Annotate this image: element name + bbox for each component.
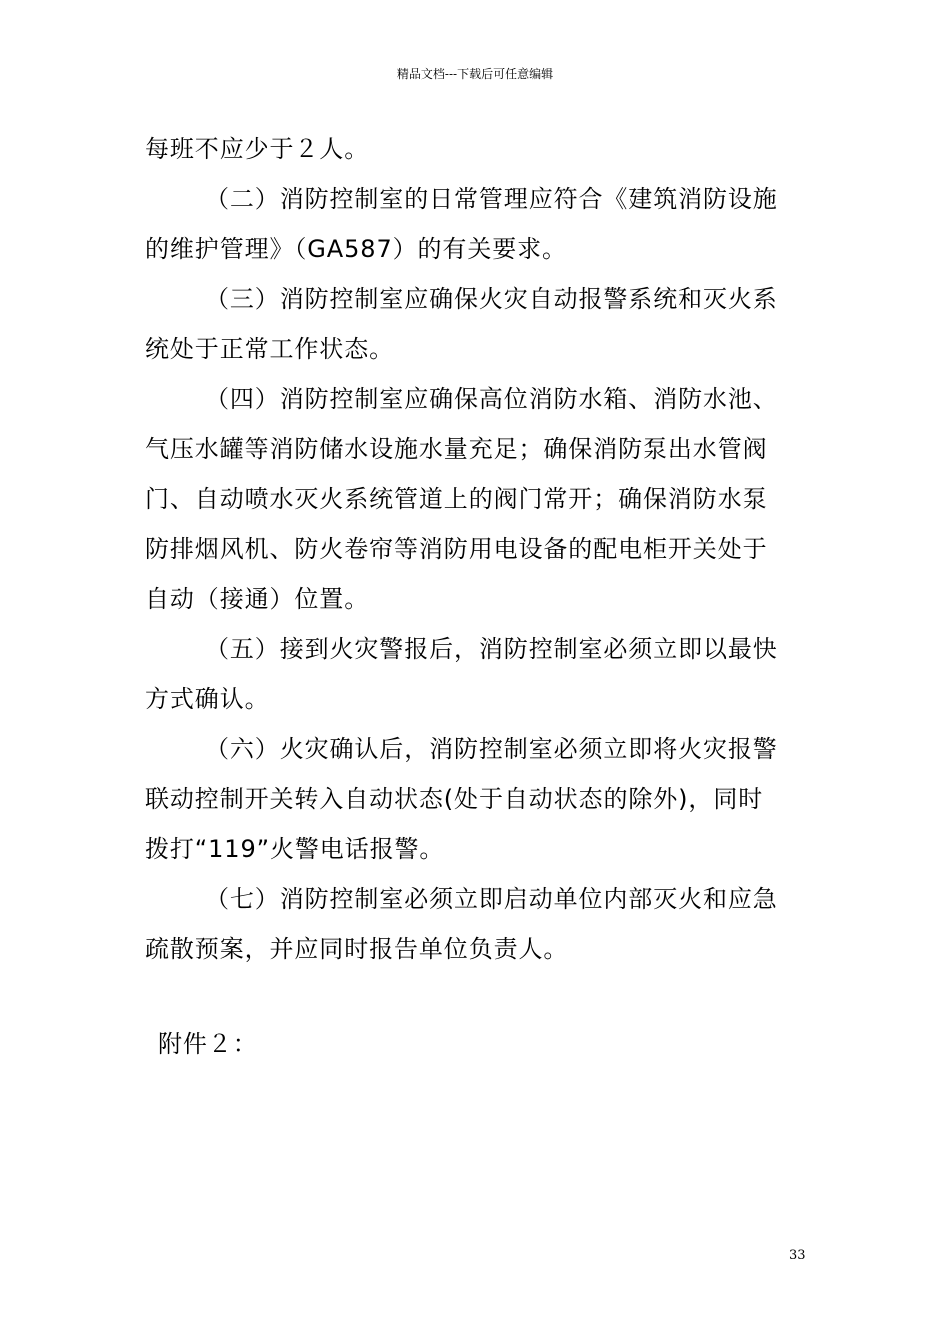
attachment-label: 附件２： [158,1030,258,1058]
text-line: 气压水罐等消防储水设施水量充足；确保消防泵出水管阀 [145,435,768,463]
text-line: 防排烟风机、防火卷帘等消防用电设备的配电柜开关处于 [145,535,768,563]
text-line: 每班不应少于２人。 [145,135,370,163]
text-line: 的维护管理》（GA587）的有关要求。 [145,235,567,263]
text-line: （七）消防控制室必须立即启动单位内部灭火和应急 [205,885,778,913]
text-line: 自动（接通）位置。 [145,585,370,613]
text-line: 统处于正常工作状态。 [145,335,394,363]
text-line: （三）消防控制室应确保火灾自动报警系统和灭火系 [205,285,778,313]
page-number: 33 [789,1248,806,1263]
document-body [145,124,807,974]
text-line: （四）消防控制室应确保高位消防水箱、消防水池、 [205,385,778,413]
text-line: 门、自动喷水灭火系统管道上的阀门常开；确保消防水泵 [145,485,768,513]
text-line: （六）火灾确认后，消防控制室必须立即将火灾报警 [205,735,778,763]
text-line: （二）消防控制室的日常管理应符合《建筑消防设施 [205,185,778,213]
text-line: （五）接到火灾警报后，消防控制室必须立即以最快 [205,635,778,663]
text-line: 疏散预案，并应同时报告单位负责人。 [145,935,569,963]
text-line: 联动控制开关转入自动状态(处于自动状态的除外)，同时 [145,785,764,813]
text-line: 方式确认。 [145,685,270,713]
text-line: 拨打“119”火警电话报警。 [145,835,445,863]
page-header: 精品文档---下载后可任意编辑 [396,67,554,81]
